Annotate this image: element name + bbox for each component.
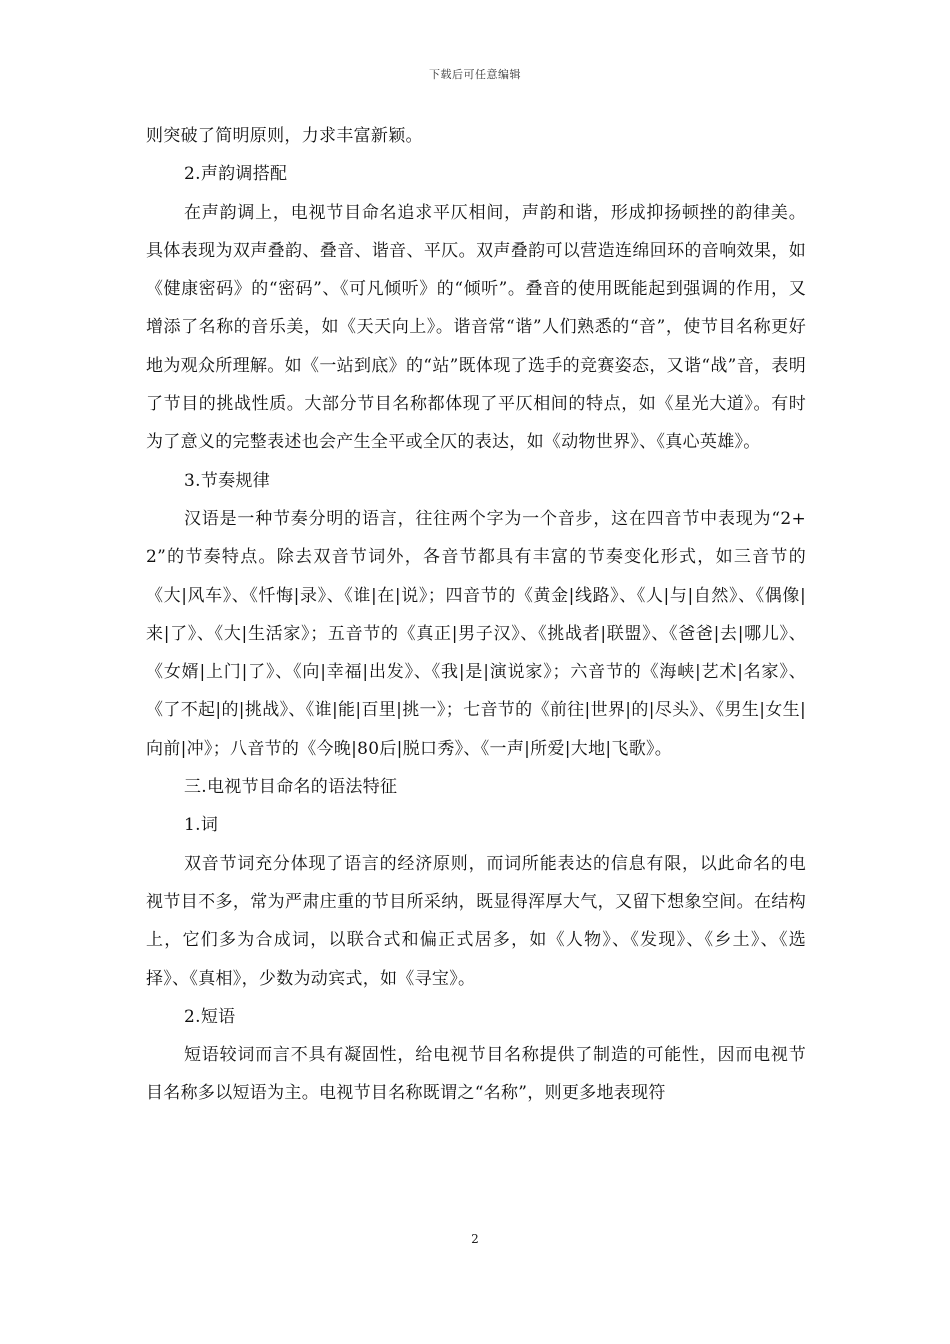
page-header: 下载后可任意编辑 bbox=[429, 68, 521, 81]
paragraph-phrases: 短语较词而言不具有凝固性，给电视节目名称提供了制造的可能性，因而电视节目名称多以短语为主。电视节目名称既谓之“名称”，则更多地表现符 bbox=[146, 1045, 806, 1104]
subheading-phrases: 2.短语 bbox=[184, 1006, 236, 1027]
subheading-tone-matching: 2.声韵调搭配 bbox=[184, 164, 288, 185]
section-heading-grammar: 三.电视节目命名的语法特征 bbox=[184, 777, 398, 798]
paragraph-tone: 在声韵调上，电视节目命名追求平仄相间，声韵和谐，形成抑扬顿挫的韵律美。具体表现为双声叠韵、叠音、谐音、平仄。双声叠韵可以营造连绵回环的音响效果，如《健康密码》的“密码”、《可凡倾听》的“倾听”。叠音的使用既能起到强调的作用，又增添了名称的音乐美，如《天天向上》。谐音常“谐”人们熟悉的“音”，使节目名称更好地为观众所理解。如《一站到底》的“站”既体现了选手的竞赛姿态，又谐“战”音，表明了节目的挑战性质。大部分节目名称都体现了平仄相间的特点，如《星光大道》。有时为了意义的完整表述也会产生全平或全仄的表达，如《动物世界》、《真心英雄》。 bbox=[146, 202, 806, 453]
page-number: 2 bbox=[471, 1232, 479, 1246]
subheading-words: 1.词 bbox=[184, 815, 219, 836]
paragraph-words: 双音节词充分体现了语言的经济原则，而词所能表达的信息有限，以此命名的电视节目不多，常为严肃庄重的节目所采纳，既显得浑厚大气，又留下想象空间。在结构上，它们多为合成词，以联合式和偏正式居多，如《人物》、《发现》、《乡土》、《选择》、《真相》，少数为动宾式，如《寻宝》。 bbox=[146, 853, 806, 989]
paragraph-continuation: 则突破了简明原则，力求丰富新颖。 bbox=[146, 126, 423, 146]
subheading-rhythm: 3.节奏规律 bbox=[184, 470, 271, 491]
document-body bbox=[146, 117, 806, 1113]
paragraph-rhythm: 汉语是一种节奏分明的语言，往往两个字为一个音步，这在四音节中表现为“2+2”的节奏特点。除去双音节词外，各音节都具有丰富的节奏变化形式，如三音节的《大|风车》、《忏悔|录》、《谁|在|说》；四音节的《黄金|线路》、《人|与|自然》、《偶像|来|了》、《大|生活家》；五音节的《真正|男子汉》、《挑战者|联盟》、《爸爸|去|哪儿》、《女婿|上门|了》、《向|幸福|出发》、《我|是|演说家》；六音节的《海峡|艺术|名家》、《了不起|的|挑战》、《谁|能|百里|挑一》；七音节的《前往|世界|的|尽头》、《男生|女生|向前|冲》；八音节的《今晚|80后|脱口秀》、《一声|所爱|大地|飞歌》。 bbox=[146, 508, 806, 759]
